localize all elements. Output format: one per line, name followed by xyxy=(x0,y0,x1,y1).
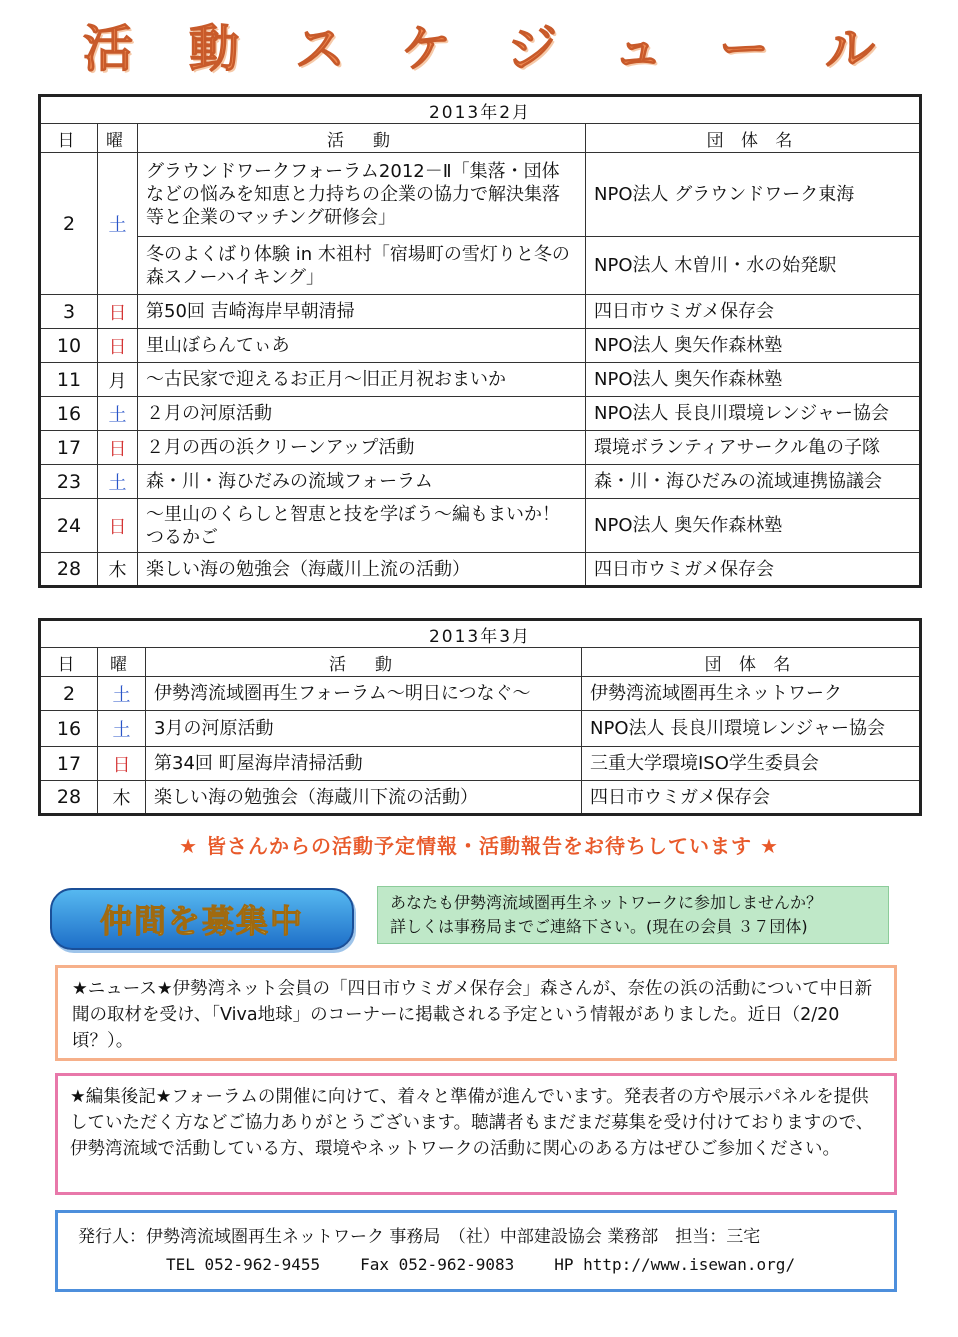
editor-note-box: ★編集後記★フォーラムの開催に向けて、着々と準備が進んでいます。発表者の方や展示パネルを提供していただく方などご協力ありがとうございます。聴講者もまだまだ募集を受け付けておりますので、伊勢湾流域で活動している方、環境やネットワークの活動に関心のある方はぜひご参加ください。 xyxy=(55,1073,897,1195)
org-cell: 森・川・海ひだみの流域連携協議会 xyxy=(586,465,921,499)
schedule-table-feb xyxy=(38,94,922,588)
table-row xyxy=(40,397,921,431)
activity-cell: ２月の西の浜クリーンアップ活動 xyxy=(138,431,586,465)
weekday-cell: 月 xyxy=(98,363,138,397)
title-char: ジ xyxy=(507,20,557,78)
org-cell: NPO法人 グラウンドワーク東海 xyxy=(586,153,921,237)
col-weekday: 曜 xyxy=(98,648,146,677)
recruit-badge-label: 仲間を募集中 xyxy=(99,902,304,940)
month-header: 2013年3月 xyxy=(40,620,921,648)
org-cell: NPO法人 長良川環境レンジャー協会 xyxy=(582,711,921,747)
table-row xyxy=(40,747,921,781)
title-char: 活 xyxy=(83,20,133,78)
activity-cell: グラウンドワークフォーラム2012－Ⅱ「集落・団体などの悩みを知恵と力持ちの企業の協力で解決集落等と企業のマッチング研修会」 xyxy=(138,153,586,237)
activity-cell: 3月の河原活動 xyxy=(146,711,582,747)
title-char: 動 xyxy=(189,20,239,78)
weekday-cell: 土 xyxy=(98,677,146,711)
day-cell: 16 xyxy=(40,711,98,747)
table-row xyxy=(40,237,921,295)
org-cell: NPO法人 長良川環境レンジャー協会 xyxy=(586,397,921,431)
day-cell: 11 xyxy=(40,363,98,397)
table-row xyxy=(40,553,921,587)
weekday-cell: 土 xyxy=(98,711,146,747)
table-row xyxy=(40,781,921,815)
table-row xyxy=(40,499,921,553)
activity-cell: 楽しい海の勉強会（海蔵川上流の活動） xyxy=(138,553,586,587)
table-row xyxy=(40,363,921,397)
weekday-cell: 日 xyxy=(98,747,146,781)
org-cell: 四日市ウミガメ保存会 xyxy=(586,553,921,587)
weekday-cell: 日 xyxy=(98,499,138,553)
fax-number: Fax 052-962-9083 xyxy=(360,1255,515,1274)
activity-cell: 第34回 町屋海岸清掃活動 xyxy=(146,747,582,781)
table-row xyxy=(40,431,921,465)
activity-cell: 楽しい海の勉強会（海蔵川下流の活動） xyxy=(146,781,582,815)
member-line: 詳しくは事務局までご連絡下さい。(現在の会員 ３７団体) xyxy=(390,917,808,936)
org-cell: 四日市ウミガメ保存会 xyxy=(586,295,921,329)
weekday-cell: 木 xyxy=(98,553,138,587)
day-cell: 28 xyxy=(40,553,98,587)
col-weekday: 曜 xyxy=(98,124,138,153)
day-cell: 17 xyxy=(40,747,98,781)
col-activity: 活 動 xyxy=(146,648,582,677)
schedule-table-mar xyxy=(38,618,922,816)
activity-cell: ～古民家で迎えるお正月～旧正月祝おまいか xyxy=(138,363,586,397)
day-cell: 3 xyxy=(40,295,98,329)
table-row xyxy=(40,711,921,747)
org-cell: 伊勢湾流域圏再生ネットワーク xyxy=(582,677,921,711)
activity-cell: ２月の河原活動 xyxy=(138,397,586,431)
news-box: ★ニュース★伊勢湾ネット会員の「四日市ウミガメ保存会」森さんが、奈佐の浜の活動について中日新聞の取材を受け、「Viva地球」のコーナーに掲載される予定という情報がありました。近日（2/20頃？）。 xyxy=(55,965,897,1061)
weekday-cell: 木 xyxy=(98,781,146,815)
day-cell: 28 xyxy=(40,781,98,815)
publisher-footer xyxy=(55,1210,897,1292)
org-cell: NPO法人 奥矢作森林塾 xyxy=(586,329,921,363)
col-org: 団 体 名 xyxy=(582,648,921,677)
table-row xyxy=(40,677,921,711)
member-invite-box xyxy=(377,886,889,944)
table-row xyxy=(40,465,921,499)
day-cell: 10 xyxy=(40,329,98,363)
day-cell: 16 xyxy=(40,397,98,431)
weekday-cell: 土 xyxy=(98,153,138,295)
col-day: 日 xyxy=(40,124,98,153)
weekday-cell: 日 xyxy=(98,431,138,465)
activity-cell: 第50回 吉崎海岸早朝清掃 xyxy=(138,295,586,329)
org-cell: NPO法人 木曽川・水の始発駅 xyxy=(586,237,921,295)
homepage-link[interactable]: HP http://www.isewan.org/ xyxy=(554,1255,796,1274)
weekday-cell: 土 xyxy=(98,465,138,499)
activity-cell: 森・川・海ひだみの流域フォーラム xyxy=(138,465,586,499)
table-row xyxy=(40,295,921,329)
org-cell: 四日市ウミガメ保存会 xyxy=(582,781,921,815)
title-char: ス xyxy=(295,20,345,78)
day-cell: 2 xyxy=(40,153,98,295)
col-day: 日 xyxy=(40,648,98,677)
page-title xyxy=(0,14,958,84)
title-char: ュ xyxy=(613,20,663,78)
invite-message: ★ 皆さんからの活動予定情報・活動報告をお待ちしています ★ xyxy=(179,834,779,858)
org-cell: NPO法人 奥矢作森林塾 xyxy=(586,363,921,397)
weekday-cell: 日 xyxy=(98,329,138,363)
month-header: 2013年2月 xyxy=(40,96,921,124)
col-org: 団 体 名 xyxy=(586,124,921,153)
day-cell: 23 xyxy=(40,465,98,499)
col-activity: 活 動 xyxy=(138,124,586,153)
activity-cell: 冬のよくばり体験 in 木祖村「宿場町の雪灯りと冬の森スノーハイキング」 xyxy=(138,237,586,295)
weekday-cell: 日 xyxy=(98,295,138,329)
activity-cell: 伊勢湾流域圏再生フォーラム～明日につなぐ～ xyxy=(146,677,582,711)
activity-cell: ～里山のくらしと智恵と技を学ぼう～編もまいか！つるかご xyxy=(138,499,586,553)
weekday-cell: 土 xyxy=(98,397,138,431)
member-line: あなたも伊勢湾流域圏再生ネットワークに参加しませんか？ xyxy=(390,893,823,912)
title-char: ル xyxy=(825,20,875,78)
title-char: ケ xyxy=(401,20,451,78)
recruit-badge xyxy=(50,888,354,950)
publisher-line: 発行人：伊勢湾流域圏再生ネットワーク 事務局 （社）中部建設協会 業務部 担当：三宅 xyxy=(78,1227,761,1247)
org-cell: 環境ボランティアサークル亀の子隊 xyxy=(586,431,921,465)
org-cell: 三重大学環境ISO学生委員会 xyxy=(582,747,921,781)
tel-number: TEL 052-962-9455 xyxy=(166,1255,321,1274)
day-cell: 17 xyxy=(40,431,98,465)
table-row xyxy=(40,153,921,237)
title-char: ー xyxy=(719,20,769,78)
day-cell: 2 xyxy=(40,677,98,711)
activity-cell: 里山ぼらんてぃあ xyxy=(138,329,586,363)
org-cell: NPO法人 奥矢作森林塾 xyxy=(586,499,921,553)
table-row xyxy=(40,329,921,363)
day-cell: 24 xyxy=(40,499,98,553)
